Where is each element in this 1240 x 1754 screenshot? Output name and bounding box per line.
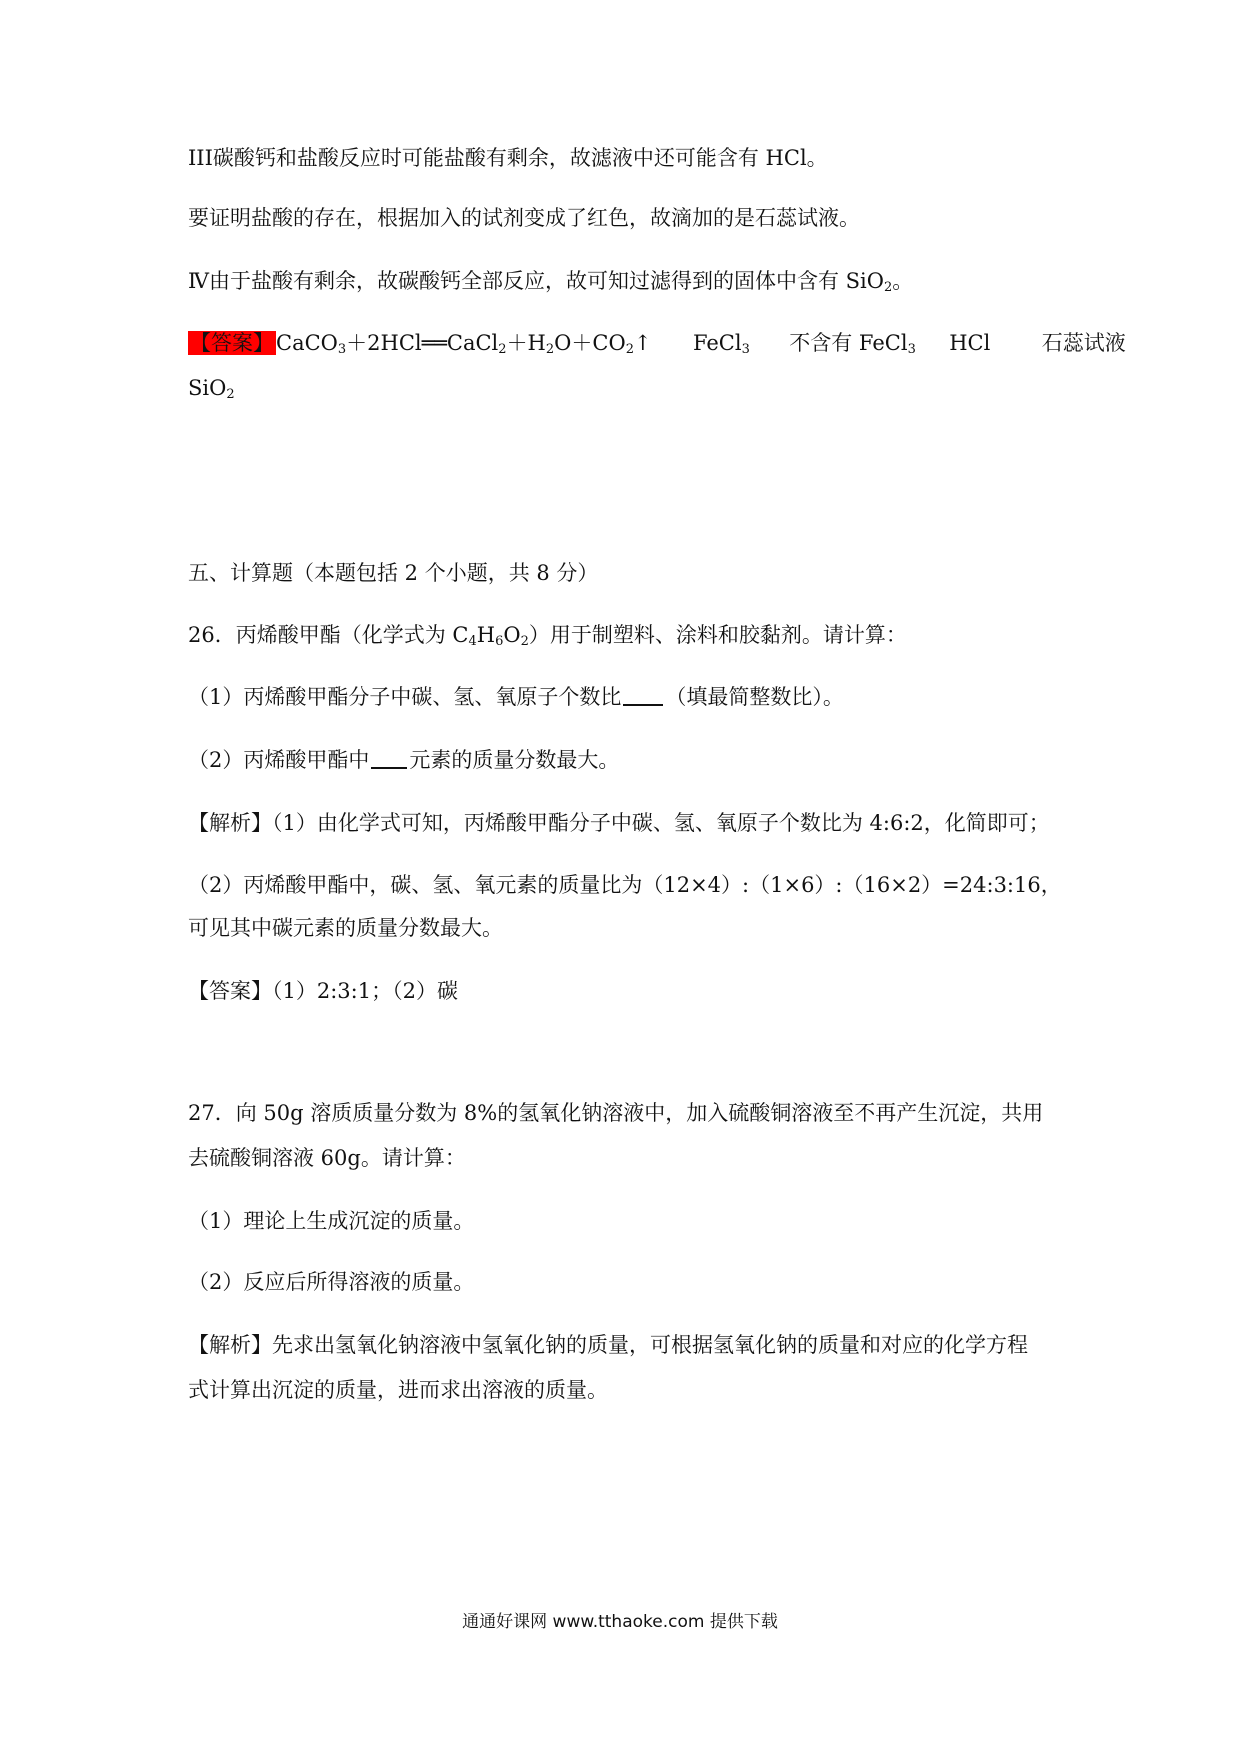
- answer-blank[interactable]: [371, 747, 407, 769]
- analysis-26-2a: （2）丙烯酸甲酯中，碳、氢、氧元素的质量比为（12×4）:（1×6）:（16×2）=24:3:16，: [188, 873, 1062, 897]
- answer-26: 【答案】（1）2:3:1；（2）碳: [188, 979, 458, 1003]
- analysis-line-iv: [188, 266, 913, 303]
- answer-line-2: SiO$_2$: [188, 376, 235, 402]
- answer-line-1: [188, 328, 1126, 365]
- question-26-part-2: （2）丙烯酸甲酯中 元素的质量分数最大。: [188, 748, 620, 772]
- section-heading: 五、计算题（本题包括 2 个小题，共 8 分）: [188, 561, 599, 585]
- answer-hcl: HCl: [949, 331, 991, 355]
- subscript: 2: [883, 280, 893, 295]
- answer-no-fecl3: 不含有 FeCl$_3$: [789, 331, 916, 357]
- question-26-part-1: （1）丙烯酸甲酯分子中碳、氢、氧原子个数比 （填最简整数比）。: [188, 685, 844, 709]
- text: 。: [892, 269, 914, 293]
- analysis-27a: 【解析】先求出氢氧化钠溶液中氢氧化钠的质量，可根据氢氧化钠的质量和对应的化学方程: [188, 1333, 1028, 1357]
- analysis-line-iii: III碳酸钙和盐酸反应时可能盐酸有剩余，故滤液中还可能含有 HCl。: [188, 146, 828, 170]
- answer-blank[interactable]: [623, 684, 663, 706]
- question-26: 26．丙烯酸甲酯（化学式为 $C_4H_6O_2$）用于制塑料、涂料和胶黏剂。请计算：: [188, 623, 907, 649]
- question-27-line-2: 去硫酸铜溶液 60g。请计算：: [188, 1146, 466, 1170]
- answer-fecl3: FeCl$_3$: [692, 331, 750, 357]
- question-27-part-1: （1）理论上生成沉淀的质量。: [188, 1209, 475, 1233]
- analysis-26-1: 【解析】（1）由化学式可知，丙烯酸甲酯分子中碳、氢、氧原子个数比为 4:6:2，化简即可；: [188, 811, 1050, 835]
- equation: $CaCO_3+2HCl══CaCl_2+H_2O+CO_2↑$: [276, 331, 652, 357]
- text: Ⅳ由于盐酸有剩余，故碳酸钙全部反应，故可知过滤得到的固体中含有 SiO: [188, 269, 884, 293]
- analysis-27b: 式计算出沉淀的质量，进而求出溶液的质量。: [188, 1378, 608, 1402]
- answer-tag: 【答案】: [190, 331, 274, 355]
- question-27-part-2: （2）反应后所得溶液的质量。: [188, 1270, 475, 1294]
- answer-litmus: 石蕊试液: [1041, 331, 1126, 355]
- analysis-line-indicator: 要证明盐酸的存在，根据加入的试剂变成了红色，故滴加的是石蕊试液。: [188, 206, 860, 230]
- footer-source: 通通好课网 www.tthaoke.com 提供下载: [462, 1612, 778, 1632]
- question-27-line-1: 27．向 50g 溶质质量分数为 8%的氢氧化钠溶液中，加入硫酸铜溶液至不再产生沉淀，共用: [188, 1101, 1044, 1125]
- analysis-26-2b: 可见其中碳元素的质量分数最大。: [188, 916, 503, 940]
